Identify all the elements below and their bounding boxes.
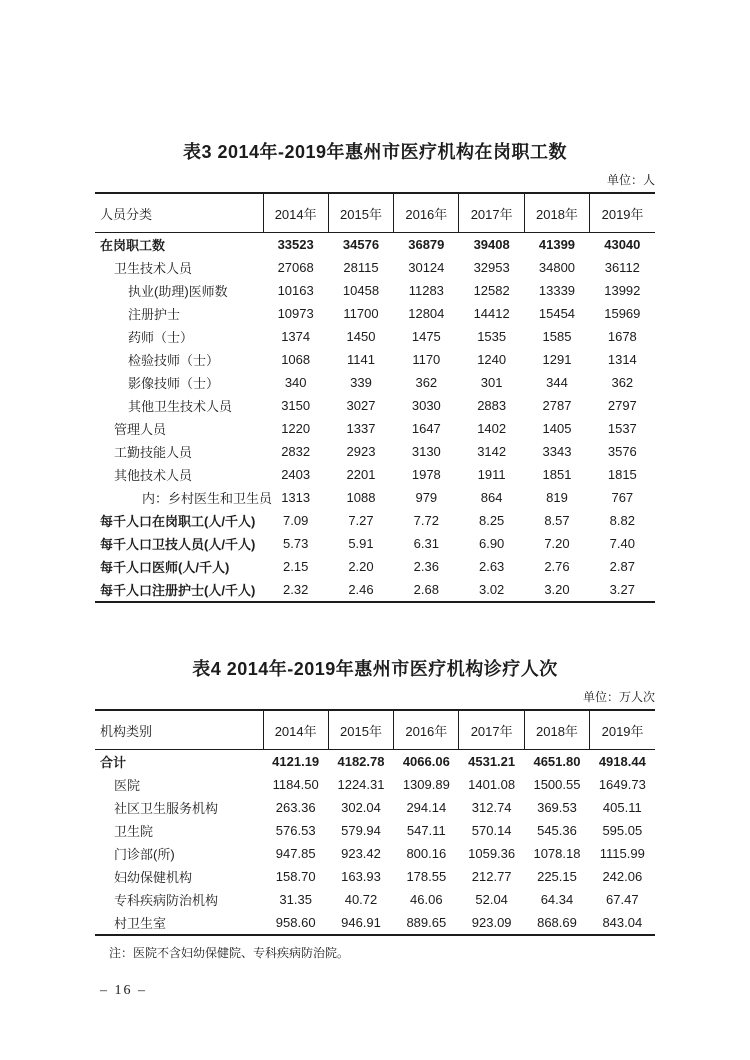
table-row [95, 302, 655, 325]
cell-value: 12804 [408, 306, 445, 321]
cell-value: 7.20 [544, 536, 570, 551]
cell-value: 362 [415, 375, 438, 390]
table-row [95, 325, 655, 348]
row-label: 其他卫生技术人员 [128, 399, 233, 414]
cell-value: 1402 [477, 421, 507, 436]
cell-value: 579.94 [341, 823, 381, 838]
cell-value: 547.11 [406, 823, 446, 838]
row-label: 每千人口在岗职工(人/千人) [100, 514, 256, 529]
cell-value: 1374 [281, 329, 311, 344]
cell-value: 2832 [281, 444, 311, 459]
cell-value: 1911 [477, 467, 506, 482]
cell-value: 958.60 [275, 915, 316, 930]
cell-value: 3576 [607, 444, 637, 459]
cell-value: 2.36 [413, 559, 439, 574]
page-number: – 16 – [100, 983, 147, 998]
table-row [95, 463, 655, 486]
cell-value: 2797 [607, 398, 637, 413]
row-label: 管理人员 [114, 422, 167, 437]
cell-value: 843.04 [602, 915, 643, 930]
column-header-year: 2015年 [328, 193, 393, 233]
cell-value: 1291 [542, 352, 572, 367]
column-header-year: 2019年 [590, 710, 655, 750]
table-row [95, 509, 655, 532]
cell-value: 312.74 [471, 800, 512, 815]
cell-value: 4121.19 [272, 754, 320, 769]
cell-value: 39408 [473, 237, 510, 252]
cell-value: 301 [480, 375, 503, 390]
cell-value: 32953 [473, 260, 510, 275]
cell-value: 10163 [277, 283, 314, 298]
cell-value: 13992 [604, 283, 641, 298]
cell-value: 13339 [538, 283, 576, 298]
table-row [95, 440, 655, 463]
cell-value: 67.47 [606, 892, 639, 907]
cell-value: 1649.73 [598, 777, 646, 792]
table-row [95, 911, 655, 935]
cell-value: 1170 [412, 352, 441, 367]
row-label: 每千人口医师(人/千人) [100, 560, 230, 575]
row-label: 每千人口卫技人员(人/千人) [100, 537, 256, 552]
row-label: 内：乡村医生和卫生员 [142, 491, 273, 506]
row-label: 村卫生室 [114, 916, 167, 931]
cell-value: 212.77 [471, 869, 512, 884]
cell-value: 864 [480, 490, 503, 505]
row-label: 专科疾病防治机构 [114, 893, 219, 908]
row-label: 卫生技术人员 [114, 261, 193, 276]
cell-value: 2883 [477, 398, 507, 413]
cell-value: 800.16 [406, 846, 447, 861]
visits-table-unit: 单位：万人次 [582, 690, 655, 704]
cell-value: 1220 [281, 421, 311, 436]
cell-value: 8.57 [544, 513, 570, 528]
column-header-year: 2014年 [263, 193, 328, 233]
cell-value: 1078.18 [533, 846, 581, 861]
header-row [95, 710, 655, 750]
cell-value: 819 [546, 490, 568, 505]
cell-value: 8.25 [478, 513, 505, 528]
row-label: 医院 [114, 778, 141, 793]
column-header-year: 2016年 [394, 710, 459, 750]
cell-value: 4918.44 [598, 754, 646, 769]
row-label: 妇幼保健机构 [114, 870, 193, 885]
cell-value: 7.40 [609, 536, 635, 551]
cell-value: 1088 [346, 490, 376, 505]
cell-value: 3030 [411, 398, 441, 413]
cell-value: 3150 [281, 398, 311, 413]
row-label: 执业(助理)医师数 [128, 284, 228, 299]
cell-value: 7.09 [283, 513, 309, 528]
cell-value: 369.53 [537, 800, 577, 815]
cell-value: 2201 [346, 467, 376, 482]
cell-value: 2403 [281, 467, 311, 482]
cell-value: 52.04 [475, 892, 508, 907]
cell-value: 1141 [347, 352, 375, 367]
cell-value: 11283 [408, 283, 444, 298]
cell-value: 1585 [542, 329, 572, 344]
cell-value: 1815 [607, 467, 637, 482]
column-header-category: 机构类别 [95, 710, 263, 750]
cell-value: 2.87 [609, 559, 635, 574]
cell-value: 33523 [277, 237, 314, 252]
table-row [95, 348, 655, 371]
column-header-year: 2015年 [328, 710, 393, 750]
table-row [95, 888, 655, 911]
column-header-year: 2017年 [459, 710, 524, 750]
row-label: 工勤技能人员 [114, 445, 193, 460]
cell-value: 2.46 [348, 582, 374, 597]
cell-value: 158.70 [275, 869, 316, 884]
table-row [95, 555, 655, 578]
row-label: 社区卫生服务机构 [114, 801, 219, 816]
cell-value: 4651.80 [533, 754, 581, 769]
cell-value: 43040 [604, 237, 641, 252]
cell-value: 36879 [408, 237, 445, 252]
cell-value: 2787 [542, 398, 572, 413]
cell-value: 225.15 [537, 869, 577, 884]
cell-value: 2.20 [348, 559, 374, 574]
row-label: 检验技师（士） [128, 353, 220, 368]
cell-value: 2.68 [413, 582, 439, 597]
row-label: 药师（士） [128, 330, 194, 345]
cell-value: 889.65 [406, 915, 447, 930]
cell-value: 1401.08 [468, 777, 516, 792]
staff-table-title: 表3 2014年-2019年惠州市医疗机构在岗职工数 [182, 142, 568, 162]
cell-value: 40.72 [344, 892, 378, 907]
cell-value: 242.06 [602, 869, 643, 884]
cell-value: 15969 [604, 306, 641, 321]
table-row [95, 578, 655, 602]
cell-value: 10458 [342, 283, 380, 298]
header-row [95, 193, 655, 233]
table-row [95, 796, 655, 819]
row-label: 影像技师（士） [128, 376, 220, 391]
cell-value: 3.02 [478, 582, 505, 597]
cell-value: 339 [350, 375, 372, 390]
cell-value: 46.06 [410, 892, 443, 907]
cell-value: 979 [415, 490, 438, 505]
table-row [95, 486, 655, 509]
cell-value: 34576 [342, 237, 380, 252]
cell-value: 1851 [542, 467, 572, 482]
cell-value: 923.42 [341, 846, 381, 861]
cell-value: 1978 [411, 467, 441, 482]
cell-value: 595.05 [602, 823, 643, 838]
cell-value: 15454 [538, 306, 576, 321]
table-row [95, 773, 655, 796]
cell-value: 31.35 [279, 892, 312, 907]
column-header-year: 2018年 [524, 193, 589, 233]
row-label: 门诊部(所) [114, 847, 175, 862]
cell-value: 7.27 [348, 513, 374, 528]
row-label: 合计 [100, 755, 127, 770]
cell-value: 1337 [346, 421, 376, 436]
cell-value: 1405 [542, 421, 572, 436]
cell-value: 3343 [542, 444, 572, 459]
cell-value: 27068 [277, 260, 314, 275]
cell-value: 868.69 [537, 915, 577, 930]
cell-value: 5.73 [283, 536, 309, 551]
cell-value: 3.20 [544, 582, 570, 597]
section-gap [95, 603, 655, 657]
table-row [95, 819, 655, 842]
cell-value: 340 [284, 375, 307, 390]
cell-value: 1068 [281, 352, 311, 367]
column-header-year: 2014年 [263, 710, 328, 750]
staff-table [95, 192, 655, 603]
table-row [95, 371, 655, 394]
table-row [95, 417, 655, 440]
cell-value: 1314 [607, 352, 637, 367]
cell-value: 767 [611, 490, 634, 505]
visits-table-title: 表4 2014年-2019年惠州市医疗机构诊疗人次 [192, 659, 558, 679]
cell-value: 1535 [477, 329, 507, 344]
cell-value: 14412 [473, 306, 510, 321]
column-header-year: 2016年 [394, 193, 459, 233]
cell-value: 946.91 [341, 915, 381, 930]
column-header-year: 2019年 [590, 193, 655, 233]
cell-value: 64.34 [540, 892, 574, 907]
table-row [95, 394, 655, 417]
staff-table-section [95, 140, 655, 603]
visits-table-note: 注：医院不含妇幼保健院、专科疾病防治院。 [109, 946, 350, 960]
cell-value: 36112 [604, 260, 640, 275]
cell-value: 344 [546, 375, 568, 390]
cell-value: 302.04 [341, 800, 381, 815]
table-row [95, 842, 655, 865]
cell-value: 41399 [538, 237, 576, 252]
cell-value: 10973 [277, 306, 314, 321]
cell-value: 570.14 [471, 823, 512, 838]
cell-value: 1309.89 [402, 777, 450, 792]
cell-value: 3142 [477, 444, 507, 459]
cell-value: 576.53 [275, 823, 316, 838]
cell-value: 947.85 [275, 846, 316, 861]
row-label: 其他技术人员 [114, 468, 193, 483]
cell-value: 1647 [411, 421, 441, 436]
cell-value: 30124 [408, 260, 445, 275]
table-row [95, 750, 655, 774]
cell-value: 405.11 [602, 800, 642, 815]
cell-value: 362 [611, 375, 634, 390]
cell-value: 3130 [411, 444, 441, 459]
cell-value: 2.76 [544, 559, 570, 574]
cell-value: 4531.21 [468, 754, 516, 769]
cell-value: 6.31 [413, 536, 439, 551]
cell-value: 5.91 [348, 536, 374, 551]
cell-value: 4182.78 [337, 754, 385, 769]
cell-value: 1313 [281, 490, 311, 505]
table-row [95, 532, 655, 555]
cell-value: 1537 [607, 421, 637, 436]
cell-value: 28115 [343, 260, 379, 275]
row-label: 每千人口注册护士(人/千人) [100, 583, 256, 598]
row-label: 卫生院 [114, 824, 154, 839]
column-header-year: 2017年 [459, 193, 524, 233]
cell-value: 263.36 [275, 800, 316, 815]
cell-value: 1224.31 [337, 777, 385, 792]
cell-value: 545.36 [537, 823, 577, 838]
table-row [95, 233, 655, 257]
visits-table-section [95, 657, 655, 961]
cell-value: 8.82 [609, 513, 635, 528]
row-label: 在岗职工数 [100, 238, 166, 253]
cell-value: 2.32 [283, 582, 309, 597]
cell-value: 3.27 [609, 582, 635, 597]
cell-value: 1240 [477, 352, 507, 367]
cell-value: 11700 [343, 306, 379, 321]
table-row [95, 256, 655, 279]
cell-value: 12582 [473, 283, 510, 298]
cell-value: 2923 [346, 444, 376, 459]
cell-value: 294.14 [406, 800, 447, 815]
row-label: 注册护士 [128, 307, 181, 322]
table-row [95, 865, 655, 888]
staff-table-unit: 单位：人 [606, 173, 655, 187]
cell-value: 163.93 [341, 869, 381, 884]
cell-value: 7.72 [413, 513, 439, 528]
cell-value: 1500.55 [533, 777, 581, 792]
table-row [95, 279, 655, 302]
cell-value: 1450 [346, 329, 376, 344]
column-header-year: 2018年 [524, 710, 589, 750]
cell-value: 3027 [346, 398, 376, 413]
cell-value: 34800 [538, 260, 576, 275]
cell-value: 1475 [411, 329, 441, 344]
cell-value: 4066.06 [402, 754, 450, 769]
cell-value: 1115.99 [599, 846, 645, 861]
cell-value: 2.15 [283, 559, 309, 574]
visits-table [95, 709, 655, 936]
cell-value: 1184.50 [272, 777, 319, 792]
column-header-category: 人员分类 [95, 193, 263, 233]
cell-value: 2.63 [478, 559, 505, 574]
cell-value: 923.09 [471, 915, 512, 930]
cell-value: 1059.36 [468, 846, 516, 861]
cell-value: 178.55 [406, 869, 447, 884]
cell-value: 6.90 [478, 536, 505, 551]
cell-value: 1678 [607, 329, 637, 344]
